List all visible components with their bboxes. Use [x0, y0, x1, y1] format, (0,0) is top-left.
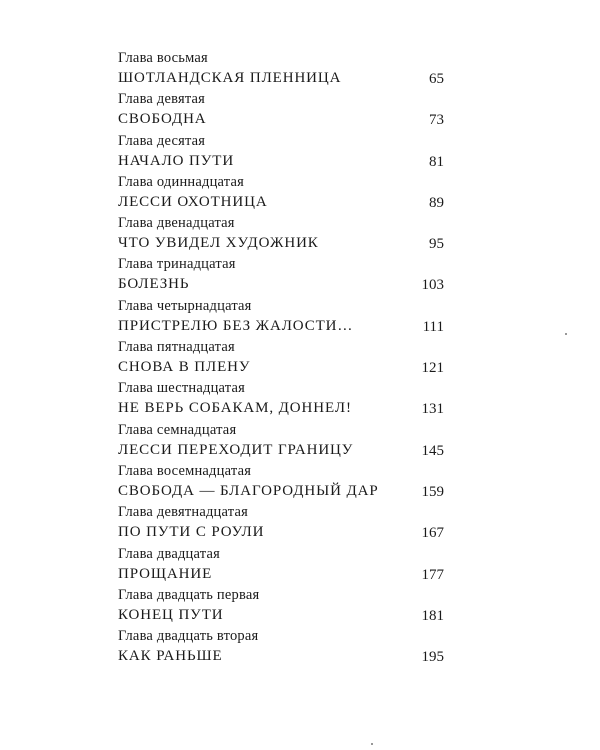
page-number: 177: [421, 566, 444, 583]
chapter-title: ШОТЛАНДСКАЯ ПЛЕННИЦА: [118, 70, 342, 86]
toc-entry[interactable]: [118, 628, 444, 669]
toc-entry[interactable]: [118, 50, 444, 91]
chapter-title: НЕ ВЕРЬ СОБАКАМ, ДОННЕЛ!: [118, 400, 352, 417]
toc-entry[interactable]: [118, 339, 444, 380]
toc-entry[interactable]: [118, 298, 444, 339]
page-number: 103: [421, 277, 444, 294]
page-number: 121: [421, 360, 444, 377]
chapter-number: Глава двадцать вторая: [118, 628, 259, 645]
chapter-title: НАЧАЛО ПУТИ: [118, 152, 235, 169]
page-number: 65: [429, 71, 444, 87]
chapter-title: ЛЕССИ ОХОТНИЦА: [118, 193, 268, 210]
chapter-number: Глава двенадцатая: [118, 215, 235, 232]
chapter-number: Глава двадцатая: [118, 545, 220, 562]
chapter-title: ЛЕССИ ПЕРЕХОДИТ ГРАНИЦУ: [118, 441, 354, 458]
page-number: 89: [429, 194, 444, 211]
chapter-title: СВОБОДНА: [118, 111, 207, 128]
chapter-title: ПО ПУТИ С РОУЛИ: [118, 524, 265, 541]
page-number: 131: [421, 401, 444, 418]
chapter-title: ПРИСТРЕЛЮ БЕЗ ЖАЛОСТИ…: [118, 317, 354, 334]
scan-speck: [371, 743, 373, 745]
scan-speck: [565, 333, 567, 335]
toc-entry[interactable]: [118, 215, 444, 256]
toc-entry[interactable]: [118, 133, 444, 174]
chapter-number: Глава пятнадцатая: [118, 339, 235, 356]
chapter-number: Глава девятая: [118, 91, 206, 108]
toc-entry[interactable]: [118, 546, 444, 587]
page-number: 81: [429, 153, 444, 170]
toc-entry[interactable]: [118, 504, 444, 545]
page-number: 111: [422, 318, 444, 335]
toc-entry[interactable]: [118, 380, 444, 421]
toc-entry[interactable]: [118, 174, 444, 215]
page-number: 195: [421, 649, 444, 666]
page-number: 167: [421, 525, 444, 542]
chapter-number: Глава одиннадцатая: [118, 173, 245, 190]
chapter-number: Глава четырнадцатая: [118, 297, 252, 314]
chapter-number: Глава шестнадцатая: [118, 380, 246, 397]
chapter-number: Глава десятая: [118, 132, 206, 149]
toc-entry[interactable]: [118, 422, 444, 463]
chapter-number: Глава семнадцатая: [118, 421, 237, 438]
chapter-title: КАК РАНЬШЕ: [118, 648, 223, 665]
page-number: 95: [429, 236, 444, 253]
page-number: 73: [429, 112, 444, 129]
chapter-number: Глава восьмая: [118, 50, 208, 66]
chapter-number: Глава двадцать первая: [118, 586, 260, 603]
page-number: 145: [421, 442, 444, 459]
table-of-contents: [118, 50, 444, 669]
chapter-title: СНОВА В ПЛЕНУ: [118, 359, 251, 376]
toc-entry[interactable]: [118, 256, 444, 297]
chapter-title: КОНЕЦ ПУТИ: [118, 606, 224, 623]
chapter-number: Глава восемнадцатая: [118, 462, 252, 479]
chapter-title: ЧТО УВИДЕЛ ХУДОЖНИК: [118, 235, 319, 252]
chapter-number: Глава тринадцатая: [118, 256, 236, 273]
toc-entry[interactable]: [118, 91, 444, 132]
chapter-title: БОЛЕЗНЬ: [118, 276, 190, 293]
toc-entry[interactable]: [118, 463, 444, 504]
page-number: 159: [421, 483, 444, 500]
chapter-title: ПРОЩАНИЕ: [118, 565, 213, 582]
chapter-number: Глава девятнадцатая: [118, 504, 248, 521]
page-number: 181: [421, 607, 444, 624]
toc-entry[interactable]: [118, 587, 444, 628]
chapter-title: СВОБОДА — БЛАГОРОДНЫЙ ДАР: [118, 482, 379, 499]
